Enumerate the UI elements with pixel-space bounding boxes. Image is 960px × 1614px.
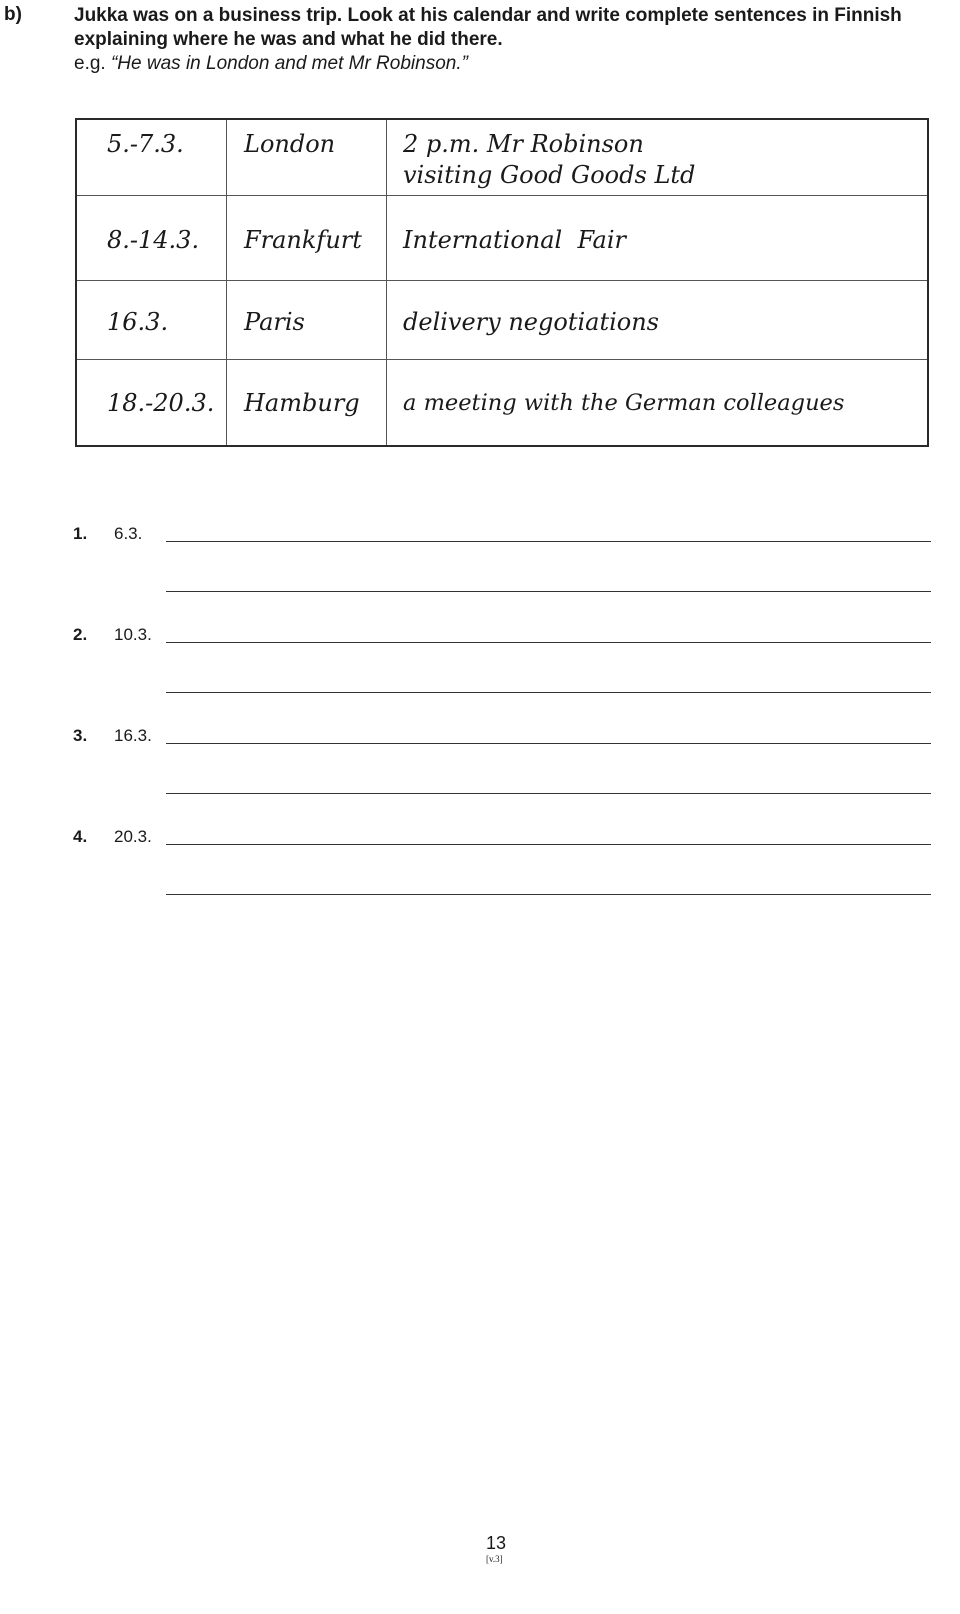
answer-line[interactable]	[166, 894, 931, 895]
task-example	[74, 52, 468, 76]
row-divider	[77, 195, 927, 196]
answer-line[interactable]	[166, 844, 931, 845]
column-divider	[386, 120, 387, 445]
calendar-activity-line2: visiting Good Goods Ltd	[403, 161, 696, 189]
calendar-activity: delivery negotiations	[403, 308, 659, 336]
answer-date: 16.3.	[114, 726, 152, 745]
answer-date: 20.3.	[114, 827, 152, 846]
calendar-table	[75, 118, 929, 447]
calendar-activity: International Fair	[403, 226, 626, 254]
answer-line[interactable]	[166, 743, 931, 744]
example-quote: “He was in London and met Mr Robinson.”	[110, 53, 468, 74]
calendar-place: Hamburg	[244, 389, 360, 417]
calendar-date: 5.-7.3.	[107, 130, 184, 158]
answer-number: 3.	[73, 726, 88, 745]
answer-line[interactable]	[166, 541, 931, 542]
calendar-place: Frankfurt	[244, 226, 362, 254]
answer-number: 4.	[73, 827, 88, 846]
answer-date: 10.3.	[114, 625, 152, 644]
answer-number: 1.	[73, 524, 88, 543]
calendar-place: London	[244, 130, 336, 158]
column-divider	[226, 120, 227, 445]
calendar-date: 18.-20.3.	[107, 389, 215, 417]
calendar-date: 16.3.	[107, 308, 169, 336]
answer-line[interactable]	[166, 692, 931, 693]
page-number: 13	[486, 1533, 507, 1553]
calendar-date: 8.-14.3.	[107, 226, 200, 254]
answer-number: 2.	[73, 625, 88, 644]
answer-line[interactable]	[166, 591, 931, 592]
answer-line[interactable]	[166, 793, 931, 794]
task-label: b)	[4, 4, 22, 25]
calendar-place: Paris	[244, 308, 305, 336]
row-divider	[77, 359, 927, 360]
row-divider	[77, 280, 927, 281]
answer-date: 6.3.	[114, 524, 143, 543]
example-prefix: e.g.	[74, 53, 106, 74]
calendar-activity: 2 p.m. Mr Robinson	[403, 130, 644, 158]
task-instructions: Jukka was on a business trip. Look at his calendar and write complete sentences in Finnish explaining where he was and what he did there.	[74, 5, 902, 50]
answer-line[interactable]	[166, 642, 931, 643]
calendar-activity: a meeting with the German colleagues	[403, 390, 845, 416]
version-label: [v.3]	[486, 1554, 503, 1564]
